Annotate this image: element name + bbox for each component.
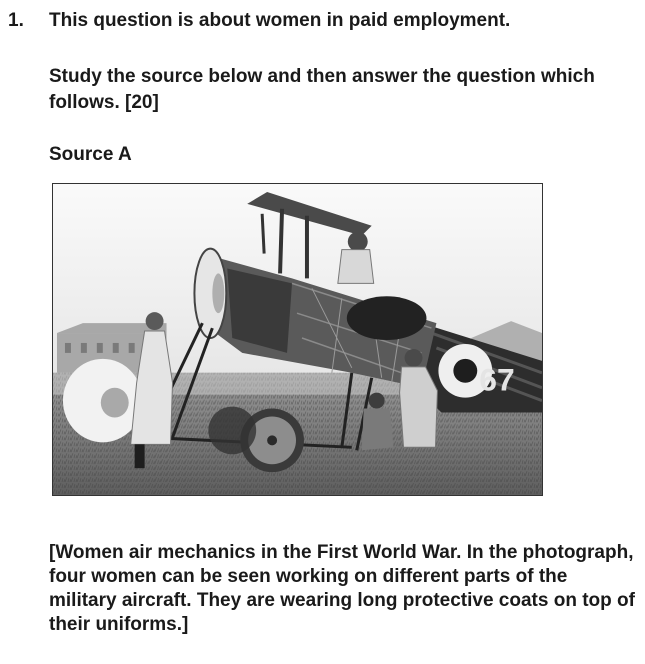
question-instruction: Study the source below and then answer the question which follows. [20] xyxy=(49,66,595,113)
tail-roundel-left xyxy=(63,359,143,442)
source-caption: [Women air mechanics in the First World War. In the photograph, four women can be seen working on different parts of the military aircraft. They are wearing long protective coats on top of their uniforms.] xyxy=(49,542,635,635)
source-a-photograph xyxy=(52,183,543,496)
question-number: 1. xyxy=(8,10,25,31)
question-title: This question is about women in paid employment. xyxy=(49,10,511,31)
fuselage-number: 67 xyxy=(479,361,515,398)
source-label: Source A xyxy=(49,144,132,165)
